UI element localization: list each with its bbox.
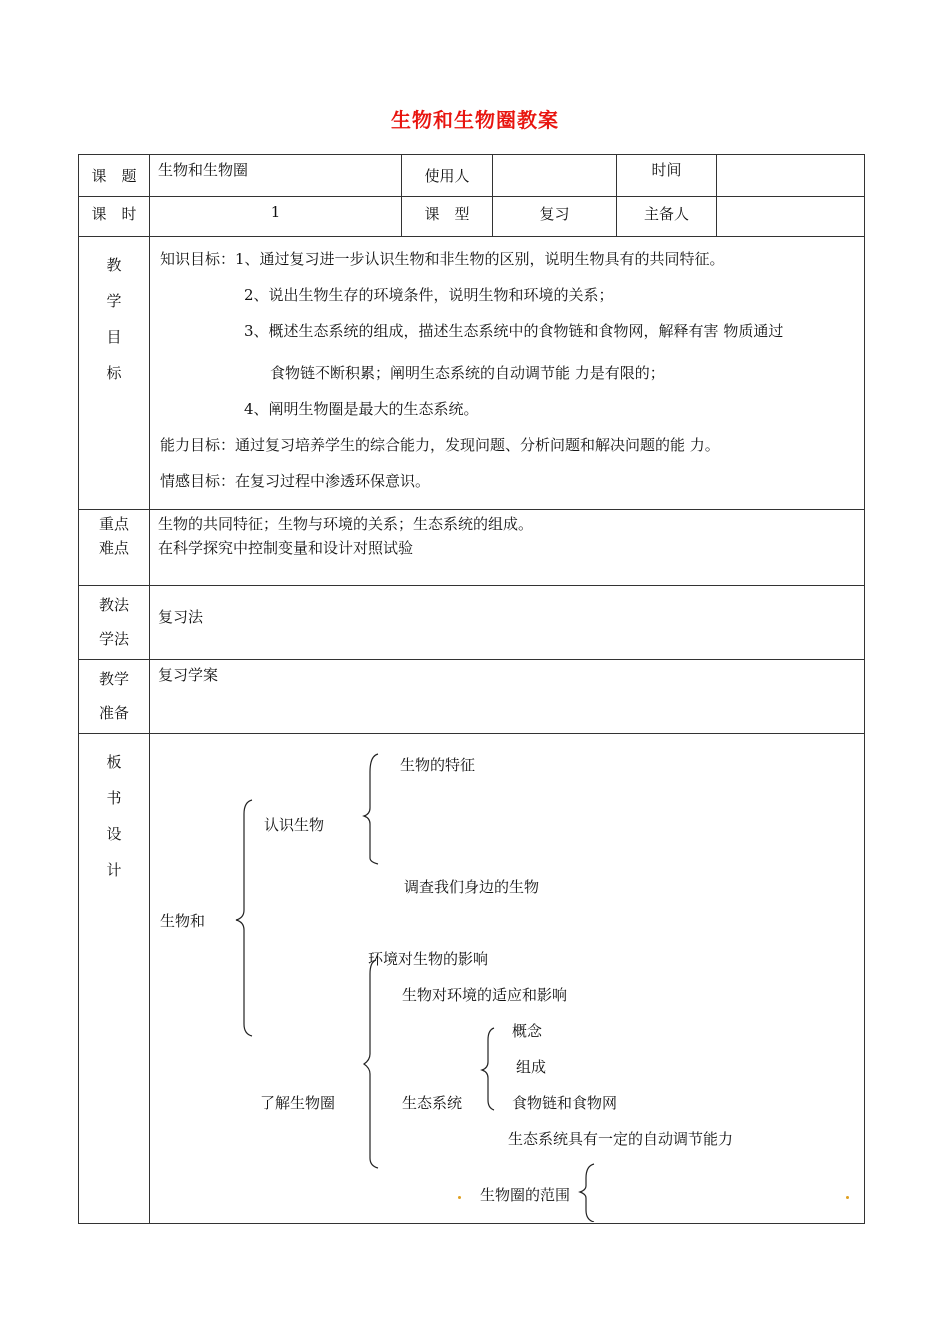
header-row-2 — [79, 197, 865, 237]
preparation-label: 教学 准备 — [79, 660, 150, 734]
knowledge-goal-3: 3、概述生态系统的组成，描述生态系统中的食物链和食物网，解释有害 物质通过 — [244, 322, 784, 340]
document-title: 生物和生物圈教案 — [391, 108, 559, 132]
time-label: 时间 — [617, 155, 717, 197]
knowledge-goal-4: 4、阐明生物圈是最大的生态系统。 — [244, 400, 479, 418]
objectives-content — [150, 237, 865, 510]
key-points-label: 重点 难点 — [79, 510, 150, 586]
map-understand-biosphere: 了解生物圈 — [260, 1094, 336, 1112]
objectives-row — [79, 237, 865, 510]
user-label: 使用人 — [402, 155, 493, 197]
map-recognize-organisms: 认识生物 — [264, 816, 325, 834]
ability-goal: 能力目标：通过复习培养学生的综合能力，发现问题、分析问题和解决问题的能 力。 — [160, 436, 720, 454]
preparation-row — [79, 660, 865, 734]
period-label: 课 时 — [79, 197, 150, 237]
map-eco-concept: 概念 — [512, 1022, 543, 1040]
knowledge-goal-3-cont: 食物链不断积累；阐明生态系统的自动调节能 力是有限的； — [270, 364, 665, 382]
knowledge-goal-1: 知识目标：1、通过复习进一步认识生物和非生物的区别，说明生物具有的共同特征。 — [160, 250, 725, 268]
map-eco-composition: 组成 — [516, 1058, 547, 1076]
map-organism-features: 生物的特征 — [400, 756, 476, 774]
board-design-content — [150, 734, 865, 1224]
bracket-lines — [150, 734, 864, 1222]
lesson-plan-table — [78, 154, 865, 1224]
map-eco-food: 食物链和食物网 — [512, 1094, 618, 1112]
topic-label: 课 题 — [79, 155, 150, 197]
period-value: 1 — [150, 197, 402, 237]
knowledge-goal-2: 2、说出生物生存的环境条件，说明生物和环境的关系； — [244, 286, 614, 304]
emotion-goal: 情感目标：在复习过程中渗透环保意识。 — [160, 472, 431, 490]
preparer-label: 主备人 — [617, 197, 717, 237]
board-design-label: 板 书 设 计 — [79, 734, 150, 1224]
objectives-label: 教 学 目 标 — [79, 237, 150, 510]
map-env-effect: 环境对生物的影响 — [368, 950, 489, 968]
header-row-1 — [79, 155, 865, 197]
methods-row — [79, 586, 865, 660]
map-survey-organisms: 调查我们身边的生物 — [404, 878, 540, 896]
decor-dot — [846, 1196, 849, 1199]
bracket-biosphere — [364, 960, 378, 1168]
map-root: 生物和 — [160, 912, 206, 930]
key-points-row — [79, 510, 865, 586]
bracket-recognize — [364, 754, 378, 864]
map-adaptation: 生物对环境的适应和影响 — [402, 986, 568, 1004]
map-eco-regulation: 生态系统具有一定的自动调节能力 — [508, 1130, 734, 1148]
preparer-value — [717, 197, 865, 237]
time-value — [717, 155, 865, 197]
topic-value: 生物和生物圈 — [150, 155, 402, 197]
bracket-ecosystem — [482, 1028, 494, 1110]
key-points-line-2: 在科学探究中控制变量和设计对照试验 — [158, 539, 414, 557]
bracket-root — [236, 800, 252, 1036]
methods-label: 教法 学法 — [79, 586, 150, 660]
key-points-line-1: 生物的共同特征；生物与环境的关系；生态系统的组成。 — [158, 515, 534, 533]
key-points-content — [150, 510, 865, 586]
map-biosphere-range: 生物圈的范围 — [480, 1186, 571, 1204]
decor-dot — [458, 1196, 461, 1199]
type-value: 复习 — [493, 197, 617, 237]
type-label: 课 型 — [402, 197, 493, 237]
concept-map — [150, 734, 864, 1222]
preparation-value: 复习学案 — [150, 660, 865, 734]
methods-value: 复习法 — [150, 586, 865, 660]
board-design-row — [79, 734, 865, 1224]
bracket-range — [580, 1164, 594, 1222]
user-value — [493, 155, 617, 197]
map-ecosystem: 生态系统 — [402, 1094, 463, 1112]
